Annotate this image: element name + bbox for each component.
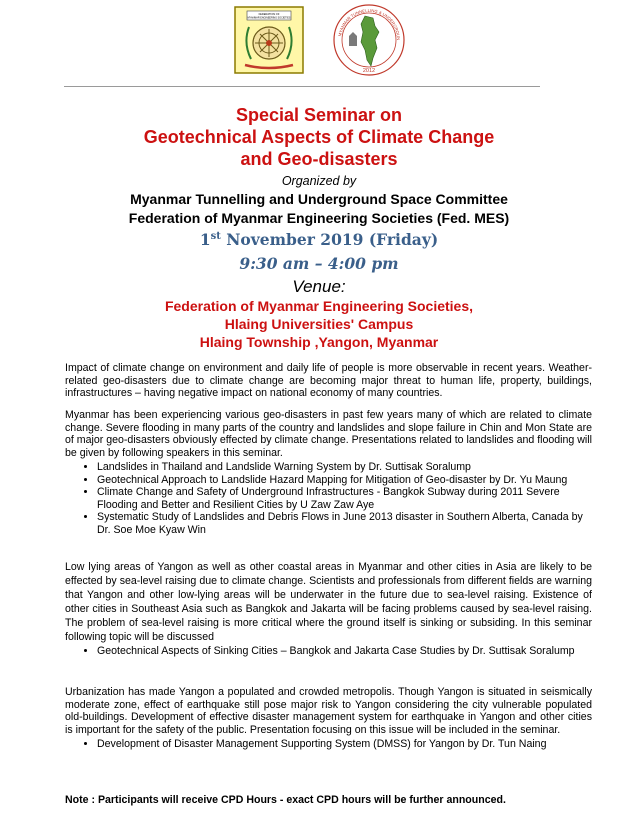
speaker-list-3 xyxy=(65,738,592,751)
title-line-3: and Geo-disasters xyxy=(240,149,398,169)
svg-text:MYANMAR TUNNELLING & UNDERGROU: MYANMAR TUNNELLING & UNDERGROUN xyxy=(337,7,402,41)
venue-line-3: Hlaing Township ,Yangon, Myanmar xyxy=(199,334,439,350)
speaker-list-1 xyxy=(65,461,592,536)
header-divider xyxy=(64,86,540,87)
list-item: • Geotechnical Aspects of Sinking Cities – Bangkok and Jakarta Case Studies by Dr. Suttisak Soralump xyxy=(97,645,592,658)
paragraph-4: Urbanization has made Yangon a populated and crowded metropolis. Though Yangon is situated in seismically moderate zone, effect of earthquake still pose major risk to Yangon considering the city vulnerable populated old-buildings. Development of effective disaster management system for earthquake in Yangon and other cities is important for the safety of the public. Presentation focusing on this issue will be included in the seminar. • Development of Disaster Management Supporting System (DMSS) for Yangon by Dr. Tun Naing xyxy=(65,686,592,751)
title-line-2: Geotechnical Aspects of Climate Change xyxy=(143,127,495,147)
list-item: • Geotechnical Approach to Landslide Hazard Mapping for Mitigation of Geo-disaster by Dr. Yu Maung xyxy=(97,474,592,487)
title-line-1: Special Seminar on xyxy=(235,105,403,125)
event-date: 1st November 2019 (Friday) xyxy=(199,230,439,249)
list-item: • Development of Disaster Management Supporting System (DMSS) for Yangon by Dr. Tun Naing xyxy=(97,738,592,751)
event-time: 9:30 am – 4:00 pm xyxy=(239,254,399,273)
organizer-1: Myanmar Tunnelling and Underground Space Committee xyxy=(130,191,508,207)
venue-line-2: Hlaing Universities' Campus xyxy=(224,316,414,332)
svg-text:MYANMAR ENGINEERING SOCIETIES: MYANMAR ENGINEERING SOCIETIES xyxy=(247,16,291,20)
organizer-2: Federation of Myanmar Engineering Societies (Fed. MES) xyxy=(128,210,510,226)
cpd-note: Note : Participants will receive CPD Hours - exact CPD hours will be further announced. xyxy=(65,794,506,806)
svg-text:FEDERATION OF: FEDERATION OF xyxy=(258,13,280,16)
fed-mes-logo xyxy=(233,5,305,77)
speaker-list-2 xyxy=(65,645,592,658)
list-item: • Systematic Study of Landslides and Debris Flows in June 2013 disaster in Southern Alberta, Canada by Dr. Soe Moe Kyaw Win xyxy=(97,511,592,536)
venue-line-1: Federation of Myanmar Engineering Societies, xyxy=(164,298,474,314)
list-item: • Climate Change and Safety of Underground Infrastructures - Bangkok Subway during 2011 Severe Flooding and Better and Resilient Cities by U Zaw Zaw Aye xyxy=(97,486,592,511)
svg-text:2012: 2012 xyxy=(362,68,376,74)
paragraph-2: Myanmar has been experiencing various geo-disasters in past few years many of which are related to climate change. Severe flooding in many parts of the country and landslides and slope failure in Chin and Mon State are of major geo-disasters obviously effected by climate change. Presentations related to landslides and flooding will be given by following speakers in this seminar. • Landslides in Thailand and Landslide Warning System by Dr. Suttisak Soralump • Geotechnical Approach to Landslide Hazard Mapping for Mitigation of Geo-disaster by Dr. Yu Maung • Climate Change and Safety of Underground Infrastructures - Bangkok Subway during 2011 Severe Flooding and Better and Resilient Cities by U Zaw Zaw Aye • Systematic Study of Landslides and Debris Flows in June 2013 disaster in Southern Alberta, Canada by Dr. Soe Moe Kyaw Win xyxy=(65,409,592,536)
paragraph-3: Low lying areas of Yangon as well as other coastal areas in Myanmar and other cities in Asia are likely to be effected by sea-level raising due to climate change. Scientists and professionals from different fields are warning that Yangon and other low-lying areas will be underwater in the future due to sea-level raising. Existence of other cities in Southeast Asia such as Bangkok and Jakarta will be facing problems caused by sea-level raising. The problem of sea-level raising is more critical where the ground itself is sinking or subsiding. In this seminar following topic will be discussed • Geotechnical Aspects of Sinking Cities – Bangkok and Jakarta Case Studies by Dr. Suttisak Soralump xyxy=(65,560,592,658)
venue-label: Venue: xyxy=(292,277,346,296)
organized-by: Organized by xyxy=(281,174,357,188)
mtusc-logo xyxy=(331,2,407,78)
paragraph-1: Impact of climate change on environment and daily life of people is more observable in recent years. Weather-related geo-disasters due to climate change are becoming major threat to human life, property, buildings, infrastructures – having negative impact on national economy of many countries. xyxy=(65,362,592,399)
list-item: • Landslides in Thailand and Landslide Warning System by Dr. Suttisak Soralump xyxy=(97,461,592,474)
